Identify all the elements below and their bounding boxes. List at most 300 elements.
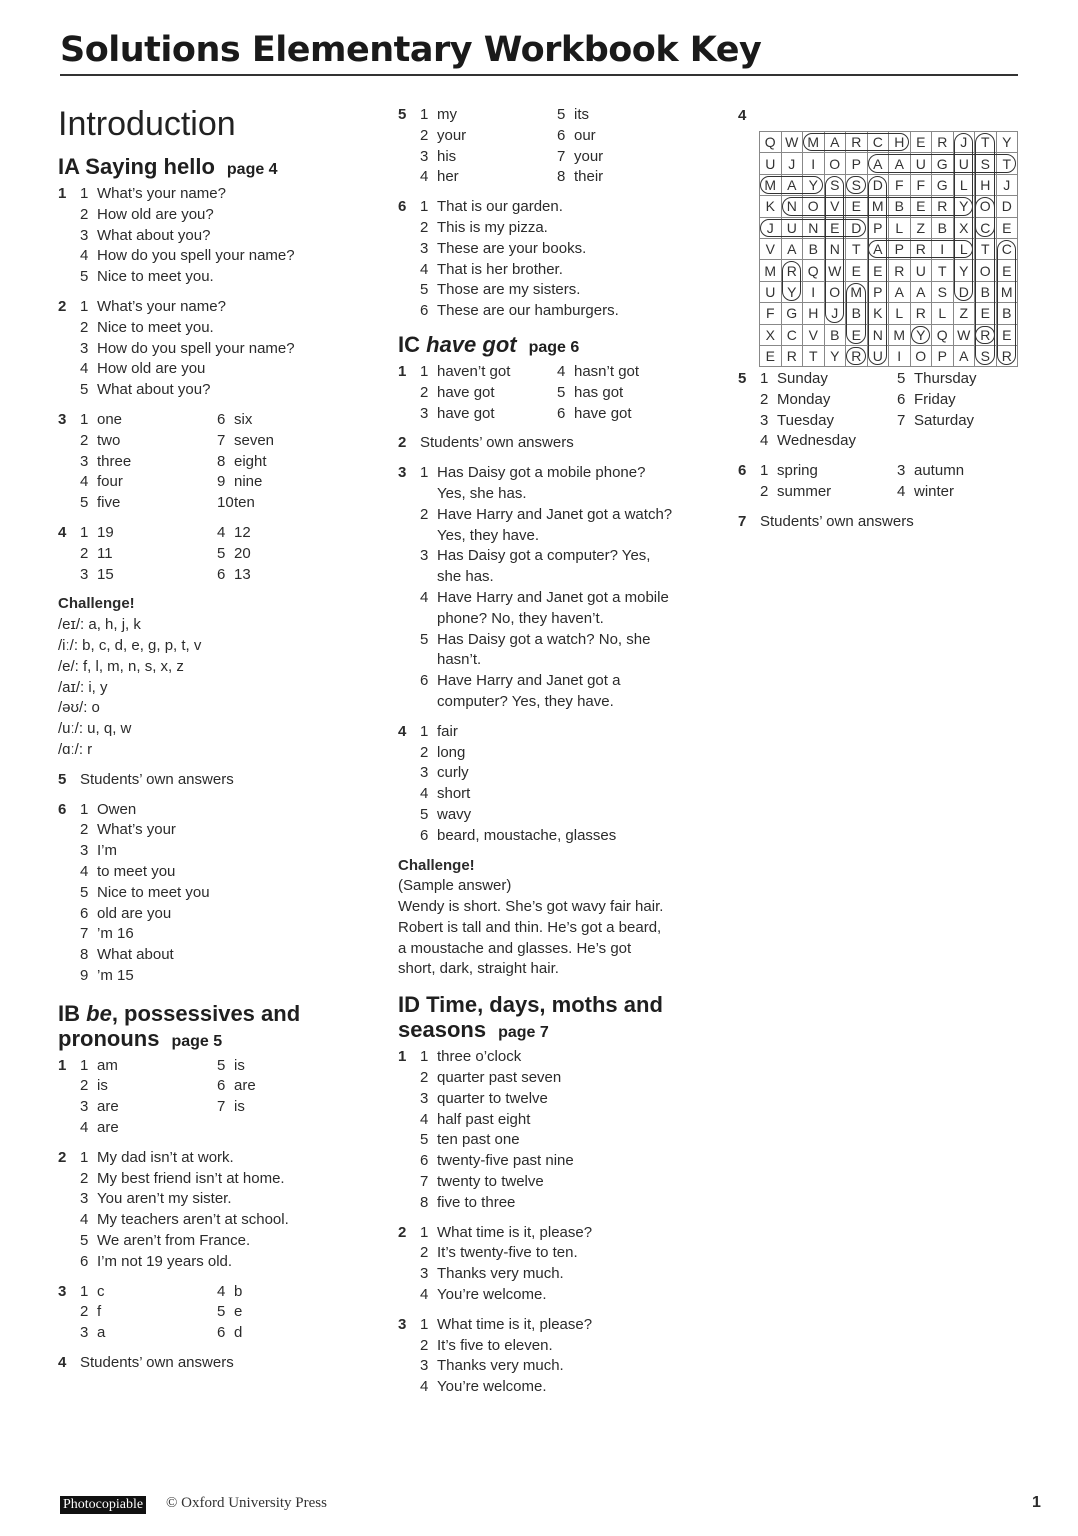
item-number: 3	[80, 339, 89, 357]
answer-entry	[80, 1076, 217, 1097]
two-column-answers	[80, 1282, 378, 1344]
exercise-items	[420, 1047, 718, 1213]
item-number: 9	[80, 966, 89, 984]
item-text: nine	[234, 473, 263, 491]
item-text: old are you	[97, 904, 172, 922]
item-text: his	[437, 147, 457, 165]
answer-item	[897, 411, 1038, 432]
item-text: You aren’t my sister.	[97, 1190, 232, 1208]
two-column-answers	[80, 523, 378, 585]
answer-entry	[80, 380, 378, 401]
item-text: two	[97, 431, 121, 449]
word-search-cell: A	[910, 281, 932, 302]
answer-item	[420, 404, 557, 425]
answer-entry	[420, 463, 718, 505]
item-text: How do you spell your name?	[97, 339, 295, 357]
section-ic-title-b: have got	[426, 331, 517, 357]
item-number: 4	[420, 1110, 429, 1128]
right-answers	[557, 362, 718, 424]
item-text: Thanks very much.	[437, 1265, 564, 1283]
answer-entry	[80, 820, 378, 841]
answer-item	[760, 482, 897, 503]
word-search-cell: E	[846, 260, 868, 281]
answer-item	[80, 267, 378, 288]
item-text: summer	[777, 482, 832, 500]
item-text: What about	[97, 946, 174, 964]
exercise-number: 1	[58, 1056, 67, 1074]
answer-entry	[557, 147, 718, 168]
word-search-cell: E	[867, 260, 889, 281]
section-ic-title-a: IC	[398, 331, 427, 357]
exercise-number: 7	[738, 512, 747, 530]
answer-item	[80, 359, 378, 380]
answer-entry	[897, 411, 1038, 432]
challenge-line: /eɪ/: a, h, j, k	[58, 616, 141, 634]
item-number: 1	[420, 1315, 429, 1333]
item-text: c	[97, 1282, 105, 1300]
word-search-cell: Y	[803, 174, 825, 195]
answer-item	[80, 1148, 378, 1169]
word-search-cell: X	[953, 217, 975, 238]
item-number: 3	[80, 452, 89, 470]
answer-item	[420, 301, 718, 322]
exercise-block	[398, 1047, 718, 1213]
item-text: your	[574, 147, 604, 165]
item-number: 7	[557, 147, 566, 165]
word-search-cell: L	[953, 238, 975, 259]
word-search-cell: V	[760, 238, 782, 259]
answer-item	[420, 105, 557, 126]
answer-item	[80, 452, 217, 473]
answer-item	[420, 1315, 718, 1336]
item-number: 5	[217, 1056, 226, 1074]
answer-entry	[557, 105, 718, 126]
left-answers	[760, 461, 897, 503]
item-number: 3	[80, 1190, 89, 1208]
item-number: 4	[420, 785, 429, 803]
word-search-cell: B	[975, 281, 997, 302]
word-search-cell: X	[760, 324, 782, 345]
word-search-cell: R	[932, 196, 954, 217]
answer-item	[420, 1068, 718, 1089]
item-number: 3	[80, 1324, 89, 1342]
item-text: 12	[234, 523, 251, 541]
item-text: These are your books.	[437, 239, 587, 257]
word-circle	[846, 347, 866, 365]
item-text: four	[97, 473, 123, 491]
item-number: 2	[420, 383, 429, 401]
word-search-cell: Z	[910, 217, 932, 238]
answer-entry	[80, 565, 217, 586]
word-search-cell: J	[781, 153, 803, 174]
item-number: 1	[420, 198, 429, 216]
answer-item	[420, 1264, 718, 1285]
answer-entry	[80, 205, 378, 226]
challenge-line: /uː/: u, q, w	[58, 720, 132, 738]
item-number: 3	[420, 239, 429, 257]
exercise-block	[58, 770, 378, 791]
answer-item	[80, 410, 217, 431]
word-search-cell: I	[803, 281, 825, 302]
word-search-cell: T	[975, 132, 997, 153]
answer-item	[557, 383, 718, 404]
answer-item	[80, 184, 378, 205]
item-number: 3	[420, 1265, 429, 1283]
item-text: twenty-five past nine	[437, 1152, 574, 1170]
word-search-cell: R	[846, 345, 868, 366]
item-text: Those are my sisters.	[437, 281, 581, 299]
answer-entry	[217, 1323, 378, 1344]
item-number: 3	[80, 1098, 89, 1116]
answer-item	[80, 800, 378, 821]
item-number: 3	[420, 547, 429, 565]
answer-entry	[420, 1068, 718, 1089]
word-search-cell: J	[953, 132, 975, 153]
answer-item	[760, 411, 897, 432]
item-number: 2	[420, 1069, 429, 1087]
answer-item	[80, 1323, 217, 1344]
item-text: How old are you	[97, 360, 206, 378]
item-number: 5	[557, 106, 566, 123]
answer-entry	[420, 126, 557, 147]
section-ib-title-a: IB	[58, 1000, 87, 1026]
answer-entry	[420, 218, 718, 239]
item-text: 15	[97, 565, 114, 583]
answer-item	[420, 126, 557, 147]
item-number: 1	[420, 362, 429, 380]
exercise-block	[398, 722, 718, 847]
item-number: 3	[420, 764, 429, 782]
word-search-cell: R	[932, 132, 954, 153]
answer-entry	[80, 410, 217, 431]
exercise-block	[58, 523, 378, 585]
exercise-number: 4	[58, 1354, 67, 1372]
answer-item	[420, 1151, 718, 1172]
item-number: 1	[80, 523, 89, 541]
answer-item	[420, 546, 718, 567]
exercise-text: Students’ own answers	[80, 770, 234, 788]
item-number: 2	[420, 126, 429, 144]
answer-item	[80, 205, 378, 226]
exercise-items	[80, 1353, 378, 1374]
item-text: one	[97, 410, 123, 428]
item-number: 6	[217, 1324, 226, 1342]
exercise-number: 5	[398, 106, 407, 123]
word-search-cell: S	[846, 174, 868, 195]
answer-entry	[80, 1056, 217, 1077]
answer-item	[217, 493, 378, 514]
answer-item	[557, 404, 718, 425]
item-number: 2	[80, 1169, 89, 1187]
item-text: Friday	[914, 390, 956, 408]
item-number: 5	[80, 1232, 89, 1250]
answer-item	[420, 1089, 718, 1110]
item-number: 6	[217, 1077, 226, 1095]
item-text: What time is it, please?	[437, 1223, 593, 1241]
answer-entry	[80, 1282, 217, 1303]
word-search-cell: I	[803, 153, 825, 174]
word-search-cell: U	[910, 260, 932, 281]
answer-item	[80, 1097, 217, 1118]
answer-entry	[217, 431, 378, 452]
answer-entry	[217, 1282, 378, 1303]
word-search-cell: Z	[953, 303, 975, 324]
exercise-items	[420, 1223, 718, 1306]
answer-item	[80, 924, 378, 945]
photocopiable-badge: Photocopiable	[60, 1496, 146, 1514]
word-search-cell: S	[824, 174, 846, 195]
exercise-items	[760, 461, 1038, 503]
item-text: Have Harry and Janet got a	[437, 672, 621, 690]
answer-item	[897, 369, 1038, 390]
column-3	[738, 369, 1038, 542]
item-number: 2	[80, 544, 89, 562]
item-text: Has Daisy got a watch? No, she	[437, 630, 651, 648]
item-number: 3	[897, 462, 906, 480]
word-search-cell: C	[781, 324, 803, 345]
answer-item	[420, 784, 718, 805]
item-number: 4	[760, 432, 769, 450]
item-text: My teachers aren’t at school.	[97, 1211, 289, 1229]
right-answers	[217, 410, 378, 514]
item-number: 1	[80, 185, 89, 202]
item-text: her	[437, 168, 459, 186]
answer-entry	[420, 826, 718, 847]
two-column-answers	[80, 410, 378, 514]
exercise-block	[398, 1223, 718, 1306]
word-search-cell: J	[760, 217, 782, 238]
answer-item	[897, 482, 1038, 503]
answer-item	[80, 523, 217, 544]
answer-entry	[217, 1056, 378, 1077]
exercise-items	[80, 1148, 378, 1273]
item-text: It’s five to eleven.	[437, 1336, 553, 1354]
item-number: 8	[80, 946, 89, 964]
exercise-items	[420, 463, 718, 713]
answer-entry	[217, 452, 378, 473]
answer-item	[420, 763, 718, 784]
answer-entry	[217, 544, 378, 565]
word-search-cell: O	[824, 281, 846, 302]
word-circle	[997, 240, 1017, 365]
item-text: five	[97, 494, 121, 512]
item-text: a	[97, 1324, 106, 1342]
word-search-cell: R	[781, 345, 803, 366]
answer-entry	[420, 1315, 718, 1336]
answer-entry	[80, 1097, 217, 1118]
item-text: My best friend isn’t at home.	[97, 1169, 285, 1187]
item-text: Saturday	[914, 411, 975, 429]
word-search-cell: P	[932, 345, 954, 366]
item-text: Have Harry and Janet got a mobile	[437, 588, 669, 606]
right-answers	[897, 461, 1038, 503]
word-search-cell: B	[803, 238, 825, 259]
word-search-cell: J	[824, 303, 846, 324]
word-search-cell: T	[846, 238, 868, 259]
word-search-cell: R	[910, 303, 932, 324]
two-column-answers	[760, 461, 1038, 503]
answer-entry	[760, 411, 897, 432]
item-number: 2	[420, 218, 429, 236]
item-number: 3	[760, 411, 769, 429]
exercise-items	[80, 410, 378, 514]
answer-entry	[420, 1356, 718, 1377]
exercise-block	[398, 362, 718, 424]
answer-entry	[420, 1172, 718, 1193]
word-search-cell: E	[846, 196, 868, 217]
item-number: 3	[420, 147, 429, 165]
item-text: haven’t got	[437, 362, 511, 380]
answer-item	[557, 126, 718, 147]
word-search-cell: T	[803, 345, 825, 366]
answer-item	[80, 1302, 217, 1323]
item-text: That is our garden.	[437, 198, 563, 216]
answer-item	[80, 246, 378, 267]
item-text: 19	[97, 523, 114, 541]
section-ic-title	[398, 332, 718, 360]
section-id-title-a: ID Time, days, moths and	[398, 992, 663, 1018]
answer-item	[420, 383, 557, 404]
exercise-block	[398, 105, 718, 188]
introduction-title: Introduction	[58, 105, 236, 143]
answer-entry	[760, 431, 897, 452]
answer-entry	[80, 862, 378, 883]
answer-item	[80, 904, 378, 925]
word-search-cell: A	[889, 281, 911, 302]
answer-item	[80, 318, 378, 339]
answer-item	[80, 339, 378, 360]
item-number: 5	[80, 883, 89, 901]
answer-item	[760, 390, 897, 411]
item-text: my	[437, 106, 457, 123]
item-number: 6	[420, 1152, 429, 1170]
item-text: spring	[777, 462, 818, 480]
two-column-answers	[80, 1056, 378, 1139]
word-search-cell: D	[996, 196, 1018, 217]
item-text: is	[234, 1056, 245, 1074]
answer-entry	[420, 404, 557, 425]
exercise-items	[420, 362, 718, 424]
answer-item	[217, 1302, 378, 1323]
section-id-title-b: seasons	[398, 1017, 487, 1043]
answer-item	[557, 167, 718, 188]
item-number: 4	[80, 1119, 89, 1137]
answer-entry	[420, 1193, 718, 1214]
item-number: 6	[217, 410, 226, 428]
item-number: 1	[80, 1148, 89, 1166]
item-number: 5	[420, 805, 429, 823]
answer-entry	[557, 404, 718, 425]
item-number: 2	[80, 431, 89, 449]
answer-entry	[80, 1252, 378, 1273]
answer-item	[897, 390, 1038, 411]
item-number: 5	[217, 544, 226, 562]
answer-entry	[80, 544, 217, 565]
left-answers	[420, 105, 557, 188]
word-search-cell: O	[803, 196, 825, 217]
item-text: is	[97, 1077, 108, 1095]
answer-item	[420, 463, 718, 484]
column-1	[58, 104, 378, 1383]
item-text: What’s your name?	[97, 297, 226, 315]
right-answers	[897, 369, 1038, 452]
section-ib-title-b: be	[86, 1000, 112, 1026]
exercise-block	[58, 1282, 378, 1344]
item-text: seven	[234, 431, 275, 449]
word-search-cell: R	[910, 238, 932, 259]
word-search-cell: A	[824, 132, 846, 153]
item-number: 6	[420, 826, 429, 844]
word-search-cell: S	[975, 153, 997, 174]
word-search-cell: W	[824, 260, 846, 281]
item-number: 4	[80, 360, 89, 378]
answer-item	[217, 1097, 378, 1118]
column-2	[398, 105, 718, 1407]
challenge-block	[58, 594, 378, 760]
word-search-cell: L	[953, 174, 975, 195]
answer-entry	[557, 126, 718, 147]
section-ib-title-d: pronouns	[58, 1025, 160, 1051]
answer-item	[217, 1056, 378, 1077]
item-number: 4	[420, 588, 429, 606]
publisher-credit: © Oxford University Press	[166, 1495, 327, 1511]
answer-entry	[420, 1223, 718, 1244]
item-number: 4	[420, 260, 429, 278]
item-number: 5	[80, 381, 89, 399]
answer-entry	[80, 924, 378, 945]
item-number: 2	[80, 1077, 89, 1095]
word-search-cell: R	[781, 260, 803, 281]
answer-entry	[420, 588, 718, 630]
exercise-number: 4	[58, 523, 67, 541]
answer-entry	[557, 383, 718, 404]
word-search-cell: M	[846, 281, 868, 302]
item-number: 1	[80, 410, 89, 428]
answer-item	[217, 544, 378, 565]
answer-item	[897, 461, 1038, 482]
answer-entry	[80, 1169, 378, 1190]
answer-entry	[80, 904, 378, 925]
item-text: I’m	[97, 842, 117, 860]
item-number: 3	[80, 842, 89, 860]
word-search-cell: H	[803, 303, 825, 324]
answer-item	[80, 820, 378, 841]
item-text: What time is it, please?	[437, 1315, 593, 1333]
answer-entry	[80, 472, 217, 493]
answer-entry	[420, 147, 557, 168]
item-number: 4	[80, 473, 89, 491]
item-continuation: Yes, she has.	[437, 484, 527, 502]
word-search-cell: H	[889, 132, 911, 153]
exercise-items	[80, 770, 378, 791]
word-search-cell: E	[846, 324, 868, 345]
item-text: My dad isn’t at work.	[97, 1148, 234, 1166]
item-number: 1	[420, 722, 429, 740]
challenge-line: Wendy is short. She’s got wavy fair hair.	[398, 898, 664, 916]
item-number: 7	[897, 411, 906, 429]
item-text: We aren’t from France.	[97, 1232, 251, 1250]
item-text: their	[574, 168, 604, 186]
answer-entry	[760, 369, 897, 390]
item-text: are	[97, 1098, 119, 1116]
item-number: 4	[80, 1211, 89, 1229]
item-text: 20	[234, 544, 251, 562]
word-search-cell: E	[975, 303, 997, 324]
answer-item	[217, 565, 378, 586]
item-text: quarter to twelve	[437, 1089, 548, 1107]
word-search-cell: A	[889, 153, 911, 174]
item-number: 6	[80, 904, 89, 922]
